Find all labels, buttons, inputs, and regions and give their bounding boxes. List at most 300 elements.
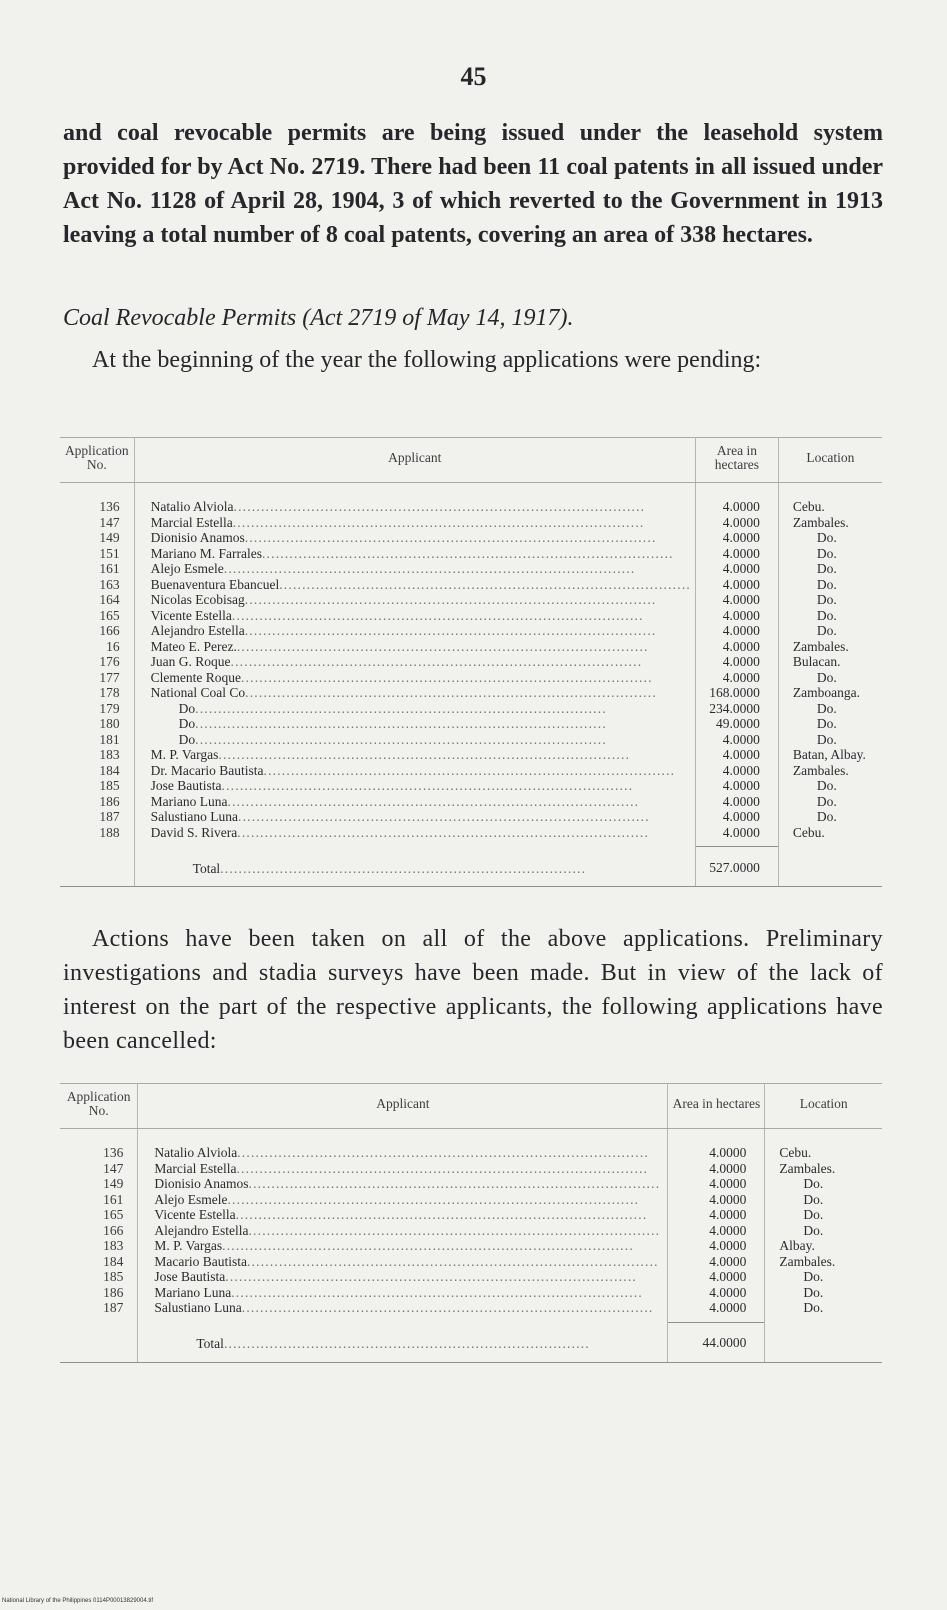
location-cell-text: Zambales. <box>792 762 849 778</box>
scan-credit: National Library of the Philippines 0114P00013829004.tif <box>2 1598 153 1604</box>
location-cell <box>778 515 882 531</box>
area-cell <box>695 654 778 670</box>
location-cell <box>778 778 882 794</box>
area-cell-text: 4.0000 <box>722 654 760 669</box>
applicant-cell <box>138 1285 668 1301</box>
applicant-cell <box>134 639 695 655</box>
dot-leader: .......................................................................................... <box>241 1300 654 1316</box>
applicant-cell <box>134 530 695 546</box>
area-cell <box>695 608 778 624</box>
application-no-cell <box>60 732 134 748</box>
applicant-cell-text: Mariano Luna <box>154 1284 232 1300</box>
location-cell-text: Zambales. <box>779 1253 836 1269</box>
header-application-no: Application No. <box>60 1084 138 1129</box>
table-row <box>60 809 882 825</box>
total-area-cell <box>695 847 778 887</box>
location-cell <box>765 1207 882 1223</box>
dot-leader: .......................................................................................... <box>218 747 631 762</box>
location-cell-text: Cebu. <box>779 1145 812 1160</box>
dot-leader: .......................................................................................... <box>232 514 645 530</box>
pending-applications-table <box>60 437 882 887</box>
total-location-cell <box>765 1322 882 1362</box>
applicant-cell-text: Alejandro Estella <box>150 623 245 638</box>
area-cell <box>668 1300 765 1322</box>
dot-leader: .......................................................................................... <box>263 762 676 778</box>
dot-leader: .......................................................................................... <box>279 576 691 592</box>
applicant-cell-text: Alejandro Estella <box>154 1222 249 1238</box>
application-no-cell <box>60 608 134 624</box>
application-no-cell <box>60 1254 138 1270</box>
table-row <box>60 1161 882 1177</box>
application-no-cell <box>60 515 134 531</box>
location-cell-text: Do. <box>803 1222 824 1238</box>
location-cell <box>778 716 882 732</box>
application-no-cell <box>60 809 134 825</box>
area-cell <box>695 530 778 546</box>
application-no-cell <box>60 701 134 717</box>
location-cell-text: Cebu. <box>792 824 825 840</box>
location-cell <box>778 763 882 779</box>
application-no-cell <box>60 1161 138 1177</box>
area-cell-text: 168.0000 <box>709 685 760 700</box>
table-row <box>60 685 882 701</box>
application-no-cell <box>60 716 134 732</box>
location-cell-text: Do. <box>816 731 837 747</box>
area-cell <box>695 778 778 794</box>
applicant-cell <box>138 1176 668 1192</box>
header-location: Location <box>778 438 882 483</box>
applicant-cell-text: David S. Rivera <box>150 824 238 840</box>
area-cell <box>668 1269 765 1285</box>
table-row <box>60 778 882 794</box>
location-cell-text: Do. <box>803 1300 824 1316</box>
applicant-cell-text: M. P. Vargas <box>154 1238 223 1253</box>
applicant-cell <box>134 608 695 624</box>
area-cell-text: 4.0000 <box>709 1176 747 1191</box>
dot-leader: .......................................................................................... <box>223 561 636 576</box>
area-cell <box>668 1238 765 1254</box>
area-cell-text: 4.0000 <box>709 1145 747 1160</box>
applicant-cell-text: M. P. Vargas <box>150 747 219 762</box>
applicant-cell <box>134 778 695 794</box>
location-cell-text: Do. <box>816 576 837 592</box>
application-no-cell <box>60 1176 138 1192</box>
page-number: 45 <box>460 62 487 91</box>
dot-leader: ................................................................................ <box>223 1336 590 1351</box>
area-cell-text: 4.0000 <box>709 1160 747 1176</box>
table-row <box>60 825 882 847</box>
location-cell <box>778 639 882 655</box>
application-no-cell <box>60 577 134 593</box>
table-row <box>60 1269 882 1285</box>
location-cell <box>778 825 882 847</box>
applicant-cell-text: National Coal Co <box>150 685 246 700</box>
location-cell <box>778 530 882 546</box>
applicant-cell-text: Marcial Estella <box>150 514 233 530</box>
dot-leader: .......................................................................................... <box>237 1145 649 1160</box>
application-no-cell-text: 177 <box>99 669 120 685</box>
table-row <box>60 1207 882 1223</box>
dot-leader: .......................................................................................... <box>221 778 634 793</box>
dot-leader: .......................................................................................... <box>244 530 657 545</box>
dot-leader: .......................................................................................... <box>233 499 646 514</box>
area-cell <box>695 825 778 847</box>
applicant-cell-text: Alejo Esmele <box>150 561 224 576</box>
application-no-cell-text: 165 <box>99 607 120 623</box>
applicant-cell <box>134 483 695 515</box>
applicant-cell-text: Mateo E. Perez. <box>150 638 237 654</box>
pending-applications-body <box>60 483 882 887</box>
table-header-row <box>60 438 882 483</box>
applicant-cell-text: Do <box>178 700 196 716</box>
application-no-cell-text: 166 <box>99 623 120 638</box>
application-no-cell-text: 186 <box>99 793 120 809</box>
area-cell-text: 4.0000 <box>722 545 760 561</box>
table-row <box>60 716 882 732</box>
location-cell-text: Do. <box>803 1207 824 1222</box>
application-no-cell <box>60 825 134 847</box>
location-cell <box>778 670 882 686</box>
location-cell-text: Bulacan. <box>792 654 841 669</box>
location-cell-text: Albay. <box>779 1238 815 1253</box>
header-application-no: Application No. <box>60 438 134 483</box>
location-cell-text: Zambales. <box>779 1160 836 1176</box>
applicant-cell-text: Dionisio Anamos <box>150 530 245 545</box>
application-no-cell-text: 181 <box>99 731 120 747</box>
application-no-cell-text: 185 <box>99 778 120 793</box>
applicant-cell <box>138 1269 668 1285</box>
location-cell <box>778 747 882 763</box>
table-row <box>60 1223 882 1239</box>
dot-leader: .......................................................................................... <box>236 1160 649 1176</box>
application-no-cell <box>60 1192 138 1208</box>
applicant-cell <box>134 716 695 732</box>
area-cell <box>695 701 778 717</box>
applicant-cell <box>134 515 695 531</box>
table-row <box>60 1176 882 1192</box>
applicant-cell-text: Jose Bautista <box>150 778 222 793</box>
total-area-cell-text: 527.0000 <box>709 859 760 875</box>
table-row <box>60 530 882 546</box>
area-cell-text: 4.0000 <box>709 1238 747 1253</box>
dot-leader: .......................................................................................... <box>244 592 657 607</box>
area-cell <box>695 483 778 515</box>
area-cell <box>668 1129 765 1161</box>
location-cell-text: Do. <box>816 561 837 576</box>
total-label-cell-text: Total <box>192 860 221 876</box>
table-row <box>60 701 882 717</box>
application-no-cell-text: 185 <box>103 1269 124 1284</box>
area-cell-text: 4.0000 <box>709 1284 747 1300</box>
applicant-cell-text: Alejo Esmele <box>154 1191 228 1207</box>
section-heading: Coal Revocable Permits (Act 2719 of May 14, 1917). <box>63 305 574 331</box>
area-cell <box>695 623 778 639</box>
applicant-cell <box>134 685 695 701</box>
total-empty-cell <box>60 847 134 887</box>
area-cell-text: 4.0000 <box>709 1253 747 1269</box>
area-cell <box>695 639 778 655</box>
area-cell-text: 4.0000 <box>709 1300 747 1315</box>
application-no-cell-text: 184 <box>103 1253 124 1269</box>
total-label-cell <box>138 1322 668 1362</box>
location-cell-text: Do. <box>803 1284 824 1300</box>
location-cell <box>778 546 882 562</box>
application-no-cell-text: 151 <box>99 545 120 561</box>
applicant-cell-text: Dr. Macario Bautista <box>150 762 264 778</box>
location-cell-text: Do. <box>816 809 837 824</box>
applicant-cell <box>138 1207 668 1223</box>
table-row <box>60 592 882 608</box>
location-cell-text: Do. <box>816 778 837 793</box>
location-cell-text: Do. <box>816 530 837 545</box>
applicant-cell <box>134 654 695 670</box>
area-cell <box>668 1207 765 1223</box>
area-cell <box>695 794 778 810</box>
applicant-cell-text: Jose Bautista <box>154 1269 226 1284</box>
location-cell-text: Do. <box>803 1176 824 1191</box>
location-cell <box>765 1285 882 1301</box>
applicant-cell <box>134 732 695 748</box>
applicant-cell-text: Mariano M. Farrales <box>150 545 262 561</box>
applicant-cell-text: Do <box>178 731 196 747</box>
dot-leader: .......................................................................................... <box>231 1284 643 1300</box>
application-no-cell-text: 147 <box>103 1160 124 1176</box>
area-cell <box>695 592 778 608</box>
applicant-cell <box>134 825 695 847</box>
location-cell <box>765 1129 882 1161</box>
area-cell-text: 4.0000 <box>709 1207 747 1222</box>
table-row <box>60 623 882 639</box>
area-cell-text: 4.0000 <box>722 809 760 824</box>
applicant-cell-text: Natalio Alviola <box>154 1145 238 1160</box>
area-cell <box>695 685 778 701</box>
total-area-cell-text: 44.0000 <box>702 1335 747 1351</box>
dot-leader: .......................................................................................... <box>238 809 650 824</box>
application-no-cell-text: 136 <box>99 499 120 514</box>
location-cell <box>778 685 882 701</box>
application-no-cell <box>60 794 134 810</box>
applicant-cell <box>134 577 695 593</box>
area-cell-text: 4.0000 <box>709 1222 747 1238</box>
table-row <box>60 1238 882 1254</box>
area-cell-text: 4.0000 <box>722 638 760 654</box>
header-applicant: Applicant <box>138 1084 668 1129</box>
location-cell-text: Do. <box>816 607 837 623</box>
applicant-cell <box>138 1254 668 1270</box>
area-cell <box>695 546 778 562</box>
table-row <box>60 608 882 624</box>
applicant-cell-text: Clemente Roque <box>150 669 241 685</box>
location-cell-text: Do. <box>816 545 837 561</box>
location-cell <box>778 701 882 717</box>
area-cell-text: 4.0000 <box>722 778 760 793</box>
area-cell-text: 4.0000 <box>709 1191 747 1207</box>
application-no-cell <box>60 561 134 577</box>
area-cell <box>668 1285 765 1301</box>
location-cell-text: Do. <box>816 700 837 716</box>
area-cell <box>695 561 778 577</box>
application-no-cell-text: 187 <box>99 809 120 824</box>
dot-leader: .......................................................................................... <box>225 1269 637 1284</box>
applicant-cell <box>138 1300 668 1322</box>
dot-leader: .......................................................................................... <box>195 700 607 716</box>
applicant-cell <box>134 809 695 825</box>
application-no-cell <box>60 623 134 639</box>
header-applicant: Applicant <box>134 438 695 483</box>
location-cell <box>765 1192 882 1208</box>
application-no-cell-text: 184 <box>99 762 120 778</box>
area-cell-text: 4.0000 <box>722 499 760 514</box>
application-no-cell-text: 164 <box>99 592 120 607</box>
application-no-cell-text: 165 <box>103 1207 124 1222</box>
area-cell-text: 4.0000 <box>722 623 760 638</box>
table-row <box>60 1254 882 1270</box>
dot-leader: .......................................................................................... <box>245 685 657 700</box>
applicant-cell-text: Salustiano Luna <box>154 1300 242 1316</box>
table-header-row <box>60 1084 882 1129</box>
table-row <box>60 670 882 686</box>
location-cell <box>778 608 882 624</box>
dot-leader: .......................................................................................... <box>235 1207 648 1222</box>
dot-leader: .......................................................................................... <box>236 638 649 654</box>
application-no-cell-text: 147 <box>99 514 120 530</box>
area-cell-text: 4.0000 <box>709 1269 747 1284</box>
location-cell <box>778 592 882 608</box>
area-cell <box>695 809 778 825</box>
application-no-cell <box>60 747 134 763</box>
area-cell-text: 4.0000 <box>722 731 760 747</box>
total-label-cell-text: Total <box>196 1336 224 1351</box>
area-cell <box>695 670 778 686</box>
application-no-cell <box>60 1223 138 1239</box>
area-cell-text: 4.0000 <box>722 530 760 545</box>
table-row <box>60 654 882 670</box>
application-no-cell-text: 178 <box>99 685 120 700</box>
application-no-cell <box>60 1238 138 1254</box>
total-location-cell <box>778 847 882 887</box>
header-area: Area in hectares <box>668 1084 765 1129</box>
applicant-cell <box>134 701 695 717</box>
location-cell <box>765 1161 882 1177</box>
area-cell <box>668 1254 765 1270</box>
location-cell <box>765 1254 882 1270</box>
dot-leader: .......................................................................................... <box>246 1253 659 1269</box>
application-no-cell-text: 183 <box>99 747 120 762</box>
applicant-cell-text: Buenaventura Ebancuel <box>150 576 280 592</box>
application-no-cell-text: 188 <box>99 824 120 840</box>
location-cell <box>765 1269 882 1285</box>
area-cell-text: 4.0000 <box>722 669 760 685</box>
applicant-cell-text: Marcial Estella <box>154 1160 237 1176</box>
applicant-cell-text: Natalio Alviola <box>150 499 234 514</box>
area-cell <box>695 763 778 779</box>
application-no-cell-text: 161 <box>103 1191 124 1207</box>
table-row <box>60 561 882 577</box>
dot-leader: .......................................................................................... <box>227 793 640 809</box>
application-no-cell-text: 149 <box>99 530 120 545</box>
application-no-cell <box>60 654 134 670</box>
dot-leader: .......................................................................................... <box>248 1222 661 1238</box>
applicant-cell <box>134 592 695 608</box>
header-location: Location <box>765 1084 882 1129</box>
area-cell <box>695 577 778 593</box>
location-cell <box>778 732 882 748</box>
location-cell <box>765 1238 882 1254</box>
area-cell-text: 4.0000 <box>722 561 760 576</box>
applicant-cell-text: Macario Bautista <box>154 1253 247 1269</box>
applicant-cell <box>138 1192 668 1208</box>
location-cell-text: Zambales. <box>792 638 849 654</box>
application-no-cell <box>60 1285 138 1301</box>
applicant-cell <box>134 747 695 763</box>
application-no-cell <box>60 670 134 686</box>
location-cell-text: Do. <box>816 669 837 685</box>
location-cell <box>778 623 882 639</box>
table-row <box>60 763 882 779</box>
applicant-cell <box>134 546 695 562</box>
application-no-cell <box>60 763 134 779</box>
applicant-cell <box>134 623 695 639</box>
location-cell <box>778 561 882 577</box>
dot-leader: .......................................................................................... <box>195 731 607 747</box>
location-cell-text: Do. <box>803 1191 824 1207</box>
applicant-cell-text: Vicente Estella <box>154 1207 236 1222</box>
total-row <box>60 847 882 887</box>
total-label-cell <box>134 847 695 887</box>
location-cell <box>765 1176 882 1192</box>
area-cell <box>695 716 778 732</box>
applicant-cell-text: Nicolas Ecobisag <box>150 592 245 607</box>
dot-leader: .......................................................................................... <box>261 545 674 561</box>
table-row <box>60 577 882 593</box>
applicant-cell-text: Mariano Luna <box>150 793 228 809</box>
applicant-cell <box>138 1129 668 1161</box>
area-cell-text: 4.0000 <box>722 793 760 809</box>
location-cell-text: Cebu. <box>792 499 825 514</box>
area-cell-text: 4.0000 <box>722 592 760 607</box>
location-cell <box>778 809 882 825</box>
dot-leader: .......................................................................................... <box>244 623 657 638</box>
dot-leader: .......................................................................................... <box>195 716 607 731</box>
total-area-cell <box>668 1322 765 1362</box>
area-cell-text: 4.0000 <box>722 607 760 623</box>
table-row <box>60 747 882 763</box>
dot-leader: .......................................................................................... <box>237 824 650 840</box>
application-no-cell <box>60 1269 138 1285</box>
application-no-cell <box>60 1207 138 1223</box>
application-no-cell-text: 16 <box>106 638 120 654</box>
location-cell-text: Batan, Albay. <box>792 747 866 762</box>
area-cell <box>668 1176 765 1192</box>
header-area: Area in hectares <box>695 438 778 483</box>
location-cell-text: Zamboanga. <box>792 685 860 700</box>
table-row <box>60 515 882 531</box>
table-row <box>60 794 882 810</box>
area-cell <box>668 1223 765 1239</box>
area-cell <box>668 1192 765 1208</box>
area-cell <box>695 732 778 748</box>
application-no-cell-text: 161 <box>99 561 120 576</box>
application-no-cell-text: 179 <box>99 700 120 716</box>
cancelled-applications-table <box>60 1083 882 1363</box>
dot-leader: .......................................................................................... <box>222 1238 634 1253</box>
dot-leader: .......................................................................................... <box>227 1191 640 1207</box>
application-no-cell <box>60 546 134 562</box>
application-no-cell-text: 176 <box>99 654 120 669</box>
total-empty-cell <box>60 1322 138 1362</box>
location-cell <box>765 1300 882 1322</box>
dot-leader: .......................................................................................... <box>231 607 644 623</box>
